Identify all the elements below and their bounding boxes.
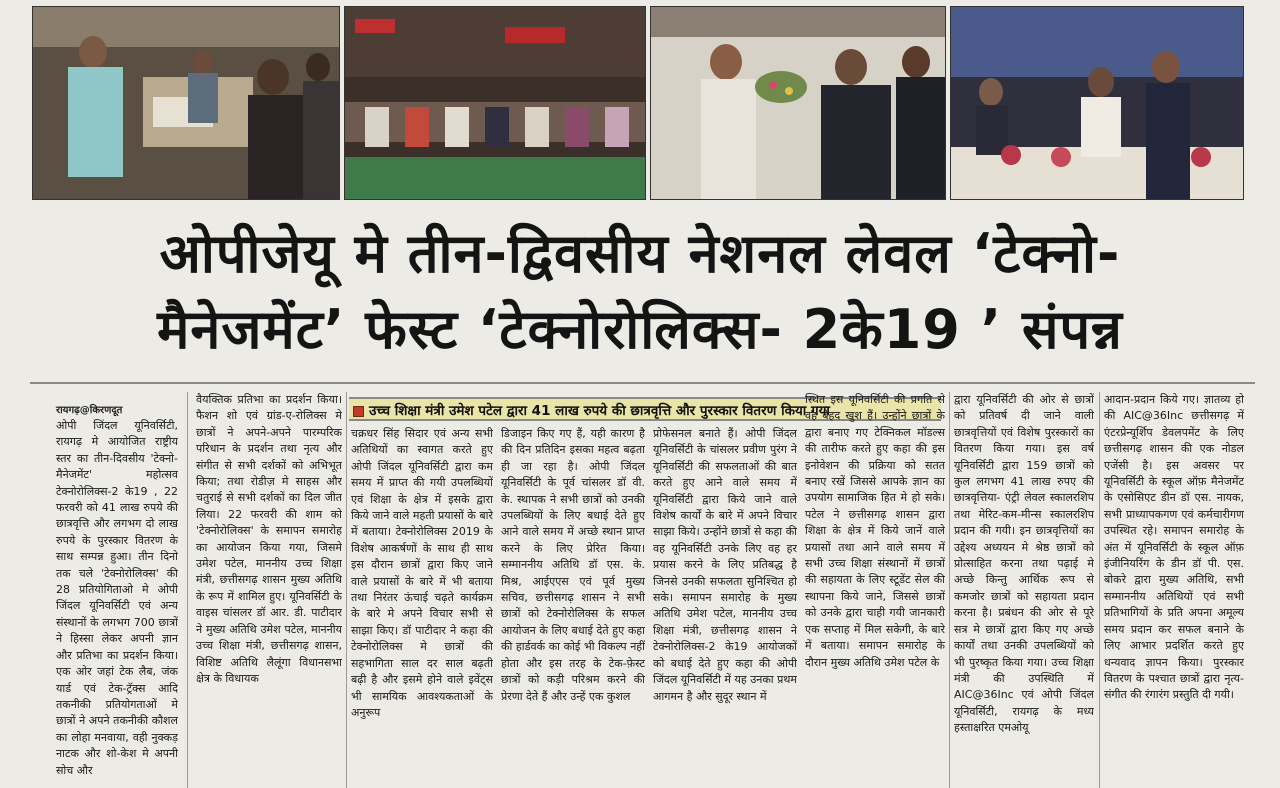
column-rule [187, 392, 188, 788]
article-column-1: ओपी जिंदल यूनिवर्सिटी, रायगढ़ मे आयोजित राष्ट्रीय स्तर का तीन-दिवसीय 'टेक्नो-मैनेजमेंट' महोत्सव टेक्नोरोलिक्स-2 के19 , 22 फरवरी को 41 लाख रुपये की छात्रवृत्ति और लगभग दो लाख रुपये के पुरस्कार वितरण के साथ सम्पन्न हुआ। तीन दिनो तक चले 'टेक्नोरोलिक्स' की 28 प्रतियोगिताओ मे ओपी जिंदल यूनिवर्सिटी एवं अन्य संस्थानों के लगभग 700 छात्रों ने हिस्सा लेकर अपनी ज्ञान और प्रतिभा का प्रदर्शन किया। एक ओर जहां टेक लैब, जंक यार्ड एवं टेक-ट्रॅक्स आदि तकनीकी प्रतियोगताओं मे छात्रों ने अपने तकनीकी कौशल का लोहा मनवाया, वही नुक्कड़ नाटक और शो-केश मे अपनी सोच और [56, 419, 178, 777]
headline-line-1: ओपीजेयू मे तीन-द्विवसीय नेशनल लेवल ‘टेक्नो- [159, 222, 1121, 285]
article-column-3: चक्रधर सिंह सिदार एवं अन्य सभी अतिथियों का स्वागत करते हुए ओपी जिंदल यूनिवर्सिटी द्वारा कम समय में प्राप्त की गयी उपलब्धियों एवं शिक्षा के क्षेत्र में इसके द्वारा किये जाने वाले महती प्रयासों के बारे में बताया। टेक्नोरोलिक्स 2019 के विशेष आकर्षणों के साथ ही साथ इस दौरान छात्रों द्वारा किए जाने वाले प्रयासों के बारे में भी बताया तथा निरंतर ऊंचाई चढ़ते कार्यक्रम के बारे मे अपने विचार सभी से साझा किए। डॉ पाटीदार ने कहा की टेक्नोरोलिक्स मे छात्रों की सहभागिता साल दर साल बढ़ती बढ़ी है और इसमे होने वाले इवेंट्स भी सामयिक आवश्यकताओं के अनुरूप [351, 427, 493, 719]
article-column-8: आदान-प्रदान किये गए। ज्ञातव्य हो की AIC@36Inc छत्तीसगढ़ में एंटरप्रेन्यूर्शिप डेवलपमेंट के लिए छत्तीसगढ़ शासन की एक नोडल एजेंसी है। इस अवसर पर यूनिवर्सिटी के स्कूल ऑफ़ मैनेजमेंट के एसोसिएट डीन डॉ एस. नायक, सभी प्राध्यापकगण एवं कर्मचारीगण उपस्थित रहे। समापन समारोह के अंत में यूनिवर्सिटी के स्कूल ऑफ़ इंजीनियरिंग के डीन डॉ पी. एस. बोकरे द्वारा मुख्य अतिथि, सभी सम्माननीय अतिथियों एवं सभी प्रतिभागियों के प्रति अपना अमूल्य समय प्रदान कर सफल बनाने के लिए आभार प्रदर्शित करते हुए धन्यवाद ज्ञापन किया। पुरस्कार वितरण के पश्चात छात्रों द्वारा नृत्य-संगीत की रंगारंग प्रस्तुति दी गयी। [1104, 393, 1244, 702]
column-rule [949, 392, 950, 788]
byline: रायगढ़@किरणदूत [56, 405, 123, 416]
photo-audience [344, 6, 646, 200]
bullet-square-icon [353, 406, 364, 417]
photo-award-stage [950, 6, 1244, 200]
article-column-4: डिजाइन किए गए हैं, यही कारण है की दिन प्रतिदिन इसका महत्व बढ़ता ही जा रहा है। ओपी जिंदल यूनिवर्सिटी के पूर्व चांसलर डॉ वी. के. स्थापक ने सभी छात्रों को उनकी उपलब्धियों के लिए बधाई देते हुए आने वाले समय में अच्छे स्थान प्राप्त करने के लिए प्रेरित किया। सम्माननीय अतिथि डॉ एस. के. मिश्र, आईएएस एवं पूर्व मुख्य सचिव, छत्तीसगढ़ शासन ने सभी छात्रों को टेक्नोरोलिक्स के सफल आयोजन के लिए बधाई देते हुए कहा की हार्डवर्क का कोई भी विकल्प नहीं होता और इस तरह के टेक-फ़ेस्ट छात्रों को कड़ी परिश्रम करने की प्रेरणा देते हैं और उन्हें एक कुशल [501, 427, 645, 703]
column-rule [1099, 392, 1100, 788]
headline-line-2: मैनेजमेंट’ फेस्ट ‘टेक्नोरोलिक्स- 2के19 ’ संपन्न [157, 298, 1123, 361]
article-column-6: स्थित इस यूनिवर्सिटी की प्रगति से वह बेहद खुश हैं। उन्होंने छात्रों के द्वारा बनाए गए टेक्निकल मॉडल्स की तारीफ करते हुए कहा की इस इनोवेशन की प्रक्रिया को सतत बनाए रखें जिससे आपके ज्ञान का उपयोग सामाजिक हित मे हो सके। पटेल ने छत्तीसगढ़ शासन द्वारा शिक्षा के क्षेत्र में किये जानें वाले प्रयासों तथा आने वाले समय में सभी उच्च शिक्षा संस्थानों में छात्रों की सहायता के लिए स्टूडेंट सेल की स्थापना किये जाने, जिससे छात्रों को उनके द्वारा चाही गयी जानकारी एक सप्ताह में मिल सकेगी, के बारे में बताया। समापन समारोह के दौरान मुख्य अतिथि उमेश पटेल के [805, 393, 945, 669]
column-rule [346, 392, 347, 788]
photo-bouquet-welcome [650, 6, 946, 200]
article-column-5: प्रोफेसनल बनाते हैं। ओपी जिंदल यूनिवर्सिटी के चांसलर प्रवीण पुरंग ने यूनिवर्सिटी की सफलताओं की बात करते हुए आने वाले समय में यूनिवर्सिटी द्वारा किये जाने वाले विशेष कार्यों के बारे में अपने विचार साझा किये। उन्होंने छात्रों से कहा की वह यूनिवर्सिटी उनके लिए वह हर प्रयास करने के लिए प्रतिबद्ध है जिनसे उनकी सफलता सुनिश्चित हो सके। समापन समारोह के मुख्य अतिथि उमेश पटेल, माननीय उच्च शिक्षा मंत्री, छत्तीसगढ़ शासन ने टेक्नोरोलिक्स-2 के19 आयोजकों को बधाई देते हुए कहा की ओपी जिंदल यूनिवर्सिटी में यह उनका प्रथम आगमन है और सुदूर स्थान में [653, 427, 797, 703]
article-column-7: द्वारा यूनिवर्सिटी की ओर से छात्रों को प्रतिवर्ष दी जाने वाली छात्रवृत्तियों एवं विशेष पुरस्कारों का वितरण किया गया। इस वर्ष यूनिवर्सिटी द्वारा 159 छात्रों को कुल लगभग 41 लाख रुपए की छात्रवृत्तिया- एंट्री लेवल स्कालरशिप तथा मेरिट-कम-मीन्स स्कालरशिप प्रदान की गयी। इन छात्रवृत्तियों का उद्देश्य अध्ययन मे श्रेष्ठ छात्रों को प्रोत्साहित करना तथा पढ़ाई मे अच्छे किन्तु आर्थिक रूप से कमजोर छात्रों को सहायता प्रदान करना है। प्रबंधन की ओर से पूरे सत्र मे छात्रों द्वारा किए गए अच्छे कार्यों तथा उनकी उपलब्धियों को भी पुरष्कृत किया गया। उच्च शिक्षा मंत्री की उपस्थिति में AIC@36Inc एवं ओपी जिंदल यूनिवर्सिटी, रायगढ़ के मध्य हस्ताक्षरित एमओयू [954, 393, 1094, 735]
divider [30, 382, 1255, 384]
subheadline-text: उच्च शिक्षा मंत्री उमेश पटेल द्वारा 41 लाख रुपये की छात्रवृत्ति और पुरस्कार वितरण किया गया [369, 403, 830, 419]
photo-exhibition-visit [32, 6, 340, 200]
article-column-2: वैयक्तिक प्रतिभा का प्रदर्शन किया।फैशन शो एवं ग्रांड-ए-रोलिक्स मे छात्रों ने अपने-अपने पारम्परिक परिधान के प्रदर्शन तथा नृत्य और संगीत से सभी दर्शकों को अभिभूत किया; तथा रोडीज़ मे साहस और चतुराई से सभी दर्शकों का दिल जीत लिया। 22 फरवरी की शाम को 'टेक्नोरोलिक्स' के समापन समारोह का आयोजन किया गया, जिसमे उमेश पटेल, माननीय उच्च शिक्षा मंत्री, छत्तीसगढ़ शासन मुख्य अतिथि के रूप में शामिल हुए। यूनिवर्सिटी के वाइस चांसलर डॉ आर. डी. पाटीदार ने मुख्य अतिथि उमेश पटेल, माननीय उच्च शिक्षा मंत्री, छत्तीसगढ़ शासन, विशिष्ट अतिथि लैलूंगा विधानसभा क्षेत्र के विधायक [196, 393, 342, 685]
